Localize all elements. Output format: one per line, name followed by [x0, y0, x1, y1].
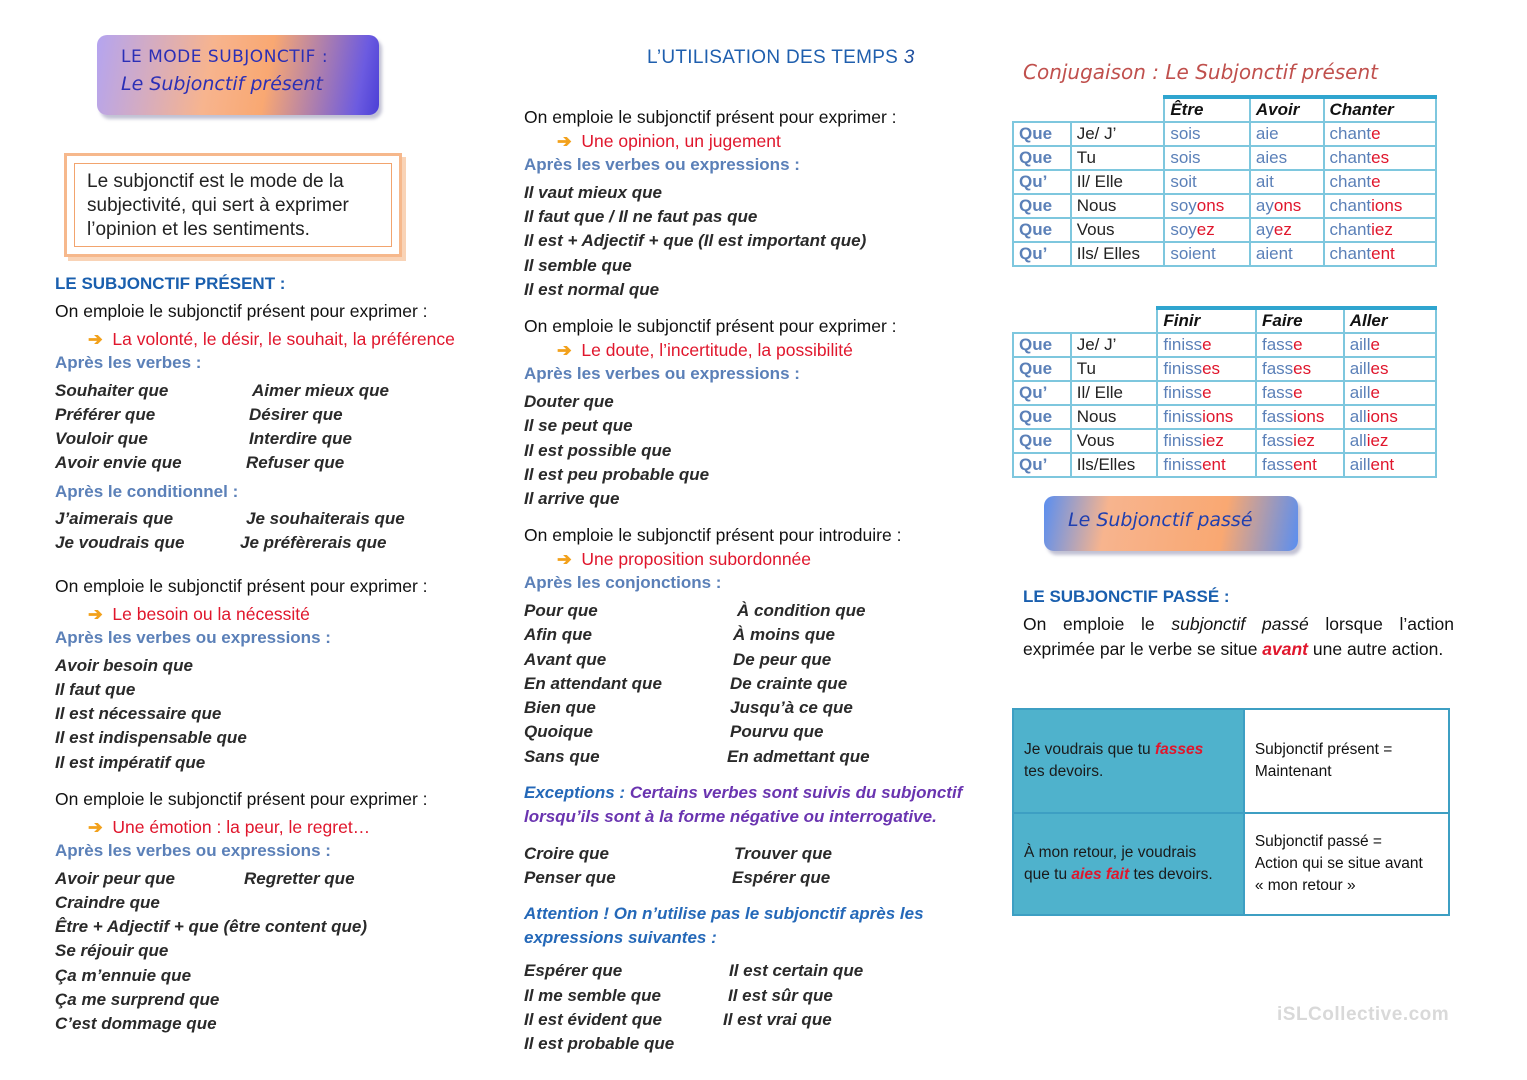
title-box-subjonctif	[97, 35, 379, 115]
verb-stem: ay	[1255, 196, 1274, 215]
verb-stem: fass	[1261, 383, 1294, 402]
verb-cell	[1250, 170, 1324, 194]
sec1-intro: On emploie le subjonctif présent pour exprimer :	[55, 301, 428, 321]
ex2-a: À mon retour, je voudrais	[1024, 844, 1197, 861]
verb-cell	[1164, 218, 1250, 242]
verb-ending: ions	[1366, 407, 1398, 426]
sec3-use	[88, 817, 370, 838]
example-passe	[1013, 813, 1244, 915]
list-item: Il est probable que	[524, 1034, 675, 1053]
verb-ending: ent	[1202, 455, 1226, 474]
definition-box	[64, 153, 402, 257]
sec1-use-text: La volonté, le désir, le souhait, la préférence	[112, 329, 455, 349]
m-sec2-after: Après les verbes ou expressions :	[524, 364, 800, 383]
table-row	[1013, 381, 1436, 405]
que-cell: Que	[1013, 146, 1071, 170]
verb-cell	[1164, 194, 1250, 218]
verb-ending: es	[1202, 359, 1221, 378]
sec1-use	[88, 329, 455, 350]
verb-ending: es	[1371, 148, 1390, 167]
verb-cell	[1157, 333, 1256, 357]
verb-stem: ait	[1255, 172, 1274, 191]
passe-text-3: lorsque l’action exprimée par le verbe se situe	[1023, 614, 1454, 659]
list-item: Il se peut que	[524, 416, 633, 435]
verb-ending: e	[1293, 383, 1303, 402]
conjugation-table-etre-avoir-chanter	[1012, 95, 1437, 267]
que-cell: Qu’	[1013, 381, 1071, 405]
list-item: Croire que	[524, 844, 610, 863]
sec2-use-text: Le besoin ou la nécessité	[112, 604, 310, 624]
explanation-present	[1244, 709, 1449, 813]
verb-cell	[1256, 453, 1344, 477]
verb-cell	[1324, 218, 1436, 242]
list-item: Il est peu probable que	[524, 465, 710, 484]
verb-cell	[1164, 242, 1250, 266]
table-header-row	[1013, 97, 1436, 122]
verb-stem: chant	[1329, 172, 1372, 191]
list-item: Avoir envie que	[55, 453, 182, 472]
pronoun-cell: Je/ J’	[1071, 122, 1165, 146]
table-row	[1013, 405, 1436, 429]
verb-cell	[1344, 453, 1436, 477]
exceptions-label: Exceptions :	[524, 783, 626, 802]
ex2-d: tes devoirs.	[1129, 866, 1213, 883]
verb-ending: ent	[1293, 455, 1317, 474]
pronoun-cell: Tu	[1071, 357, 1158, 381]
title-line-1: LE MODE SUBJONCTIF :	[121, 47, 329, 67]
list-item: Se réjouir que	[55, 941, 169, 960]
list-item: J’aimerais que	[55, 509, 174, 528]
definition-text: Le subjonctif est le mode de la subjectivité, qui sert à exprimer l’opinion et les sentiments.	[74, 163, 392, 247]
verb-cell	[1256, 381, 1344, 405]
table-row	[1013, 122, 1436, 146]
verb-cell	[1157, 429, 1256, 453]
verb-cell	[1157, 381, 1256, 405]
verb-ending: iez	[1202, 431, 1224, 450]
m-sec3-after: Après les conjonctions :	[524, 573, 722, 592]
list-item: Il faut que	[55, 680, 136, 699]
verb-ending: ez	[1273, 220, 1292, 239]
pronoun-cell: Vous	[1071, 218, 1165, 242]
verb-stem: aill	[1349, 383, 1371, 402]
pronoun-cell: Il/ Elle	[1071, 170, 1165, 194]
list-item: Il semble que	[524, 256, 632, 275]
verb-cell	[1164, 146, 1250, 170]
list-item: Préférer que	[55, 405, 156, 424]
page-title-text: L’UTILISATION DES TEMPS	[647, 47, 899, 68]
m-sec2-use	[557, 340, 853, 361]
m-sec1-after: Après les verbes ou expressions :	[524, 155, 800, 174]
ex2-r-a: Subjonctif passé =	[1254, 833, 1382, 850]
list-item: Je voudrais que	[55, 533, 185, 552]
m-sec3-use	[557, 549, 811, 570]
arrow-icon: ➔	[557, 340, 572, 360]
verb-stem: finiss	[1163, 455, 1203, 474]
verb-cell	[1256, 405, 1344, 429]
verb-stem: finiss	[1163, 383, 1203, 402]
sec2-intro: On emploie le subjonctif présent pour exprimer :	[55, 576, 428, 596]
que-cell: Que	[1013, 122, 1071, 146]
list-item: Aimer mieux que	[252, 381, 389, 400]
verb-cell	[1344, 381, 1436, 405]
pronoun-cell: Nous	[1071, 405, 1158, 429]
list-item: Souhaiter que	[55, 381, 169, 400]
verb-stem: aie	[1255, 124, 1279, 143]
verb-stem: sois	[1170, 124, 1201, 143]
list-item: Espérer que	[732, 868, 831, 887]
arrow-icon: ➔	[88, 329, 103, 349]
list-item: Il est normal que	[524, 280, 660, 299]
list-item: Être + Adjectif + que (être content que)	[55, 917, 368, 936]
verb-ending: ez	[1196, 220, 1215, 239]
exceptions-text-2: lorsqu’ils sont à la forme négative ou interrogative.	[524, 807, 937, 826]
verb-cell	[1324, 170, 1436, 194]
verb-stem: fass	[1261, 335, 1294, 354]
ex2-r-c: « mon retour »	[1254, 877, 1356, 894]
verb-stem: chant	[1329, 124, 1372, 143]
col-header: Finir	[1157, 308, 1256, 333]
conjugation-table-finir-faire-aller	[1012, 306, 1437, 478]
verb-ending: ions	[1202, 407, 1234, 426]
verb-stem: fass	[1261, 431, 1294, 450]
verb-cell	[1324, 146, 1436, 170]
que-cell: Que	[1013, 333, 1071, 357]
list-item: Avant que	[524, 650, 607, 669]
que-cell: Que	[1013, 429, 1071, 453]
list-item: Vouloir que	[55, 429, 148, 448]
list-item: Quoique	[524, 722, 593, 741]
verb-ending: ions	[1293, 407, 1325, 426]
table-header-row	[1013, 308, 1436, 333]
ex2-c: aies fait	[1071, 866, 1130, 883]
list-item: Il me semble que	[524, 986, 661, 1005]
verb-ending: e	[1371, 172, 1381, 191]
que-cell: Que	[1013, 218, 1071, 242]
list-item: Il est indispensable que	[55, 728, 247, 747]
verb-stem: fass	[1261, 455, 1294, 474]
table-row	[1013, 170, 1436, 194]
list-item: Il est nécessaire que	[55, 704, 222, 723]
verb-cell	[1344, 357, 1436, 381]
verb-cell	[1344, 429, 1436, 453]
verb-stem: finiss	[1163, 407, 1203, 426]
list-item: Avoir peur que	[55, 869, 175, 888]
sec3-after: Après les verbes ou expressions :	[55, 841, 331, 860]
ex1-r-a: Subjonctif présent =	[1254, 741, 1393, 758]
verb-cell	[1250, 122, 1324, 146]
verb-ending: e	[1202, 335, 1212, 354]
verb-stem: ay	[1255, 220, 1274, 239]
list-item: Il est impératif que	[55, 753, 206, 772]
list-item: Avoir besoin que	[55, 656, 193, 675]
verb-cell	[1344, 333, 1436, 357]
verb-ending: ent	[1371, 244, 1395, 263]
verb-stem: soy	[1170, 196, 1197, 215]
verb-stem: finiss	[1163, 431, 1203, 450]
list-item: Il est vrai que	[723, 1010, 832, 1029]
list-item: Pourvu que	[730, 722, 824, 741]
verb-ending: iez	[1371, 220, 1393, 239]
verb-cell	[1250, 218, 1324, 242]
pronoun-cell: Ils/ Elles	[1071, 242, 1165, 266]
m-sec3-intro: On emploie le subjonctif présent pour introduire :	[524, 525, 902, 545]
verb-stem: soit	[1170, 172, 1197, 191]
table-row	[1013, 242, 1436, 266]
verb-stem: chant	[1329, 244, 1372, 263]
verb-stem: chant	[1329, 148, 1372, 167]
arrow-icon: ➔	[88, 817, 103, 837]
list-item: Jusqu’à ce que	[730, 698, 853, 717]
list-item: Il est possible que	[524, 441, 672, 460]
sec3-intro: On emploie le subjonctif présent pour exprimer :	[55, 789, 428, 809]
exceptions-line-1	[524, 783, 962, 803]
conjugaison-title: Conjugaison : Le Subjonctif présent	[1023, 60, 1378, 84]
list-item: Refuser que	[246, 453, 345, 472]
list-item: Il arrive que	[524, 489, 620, 508]
list-item: Désirer que	[249, 405, 343, 424]
page-number: 3	[903, 47, 915, 68]
list-item: Il vaut mieux que	[524, 183, 662, 202]
title-box-subjonctif-passe	[1044, 496, 1298, 551]
list-item: En attendant que	[524, 674, 662, 693]
passe-text-4: avant	[1262, 638, 1309, 659]
list-item: Trouver que	[734, 844, 832, 863]
ex1-r-b: Maintenant	[1254, 763, 1332, 780]
verb-stem: soient	[1170, 244, 1216, 263]
passe-box-text: Le Subjonctif passé	[1068, 509, 1253, 531]
verb-ending: iez	[1293, 431, 1315, 450]
pronoun-cell: Vous	[1071, 429, 1158, 453]
que-cell: Qu’	[1013, 170, 1071, 194]
arrow-icon: ➔	[88, 604, 103, 624]
attention-line-2: expressions suivantes :	[524, 928, 717, 947]
sec1-after: Après les verbes :	[55, 353, 202, 372]
list-item: En admettant que	[727, 747, 870, 766]
verb-ending: es	[1293, 359, 1312, 378]
examples-table	[1012, 708, 1450, 916]
passe-text-2: subjonctif passé	[1171, 614, 1309, 634]
pronoun-cell: Il/ Elle	[1071, 381, 1158, 405]
ex1-b: fasses	[1154, 741, 1204, 758]
verb-stem: chant	[1329, 220, 1372, 239]
list-item: Il est évident que	[524, 1010, 662, 1029]
ex1-c: tes devoirs.	[1024, 763, 1104, 780]
m-sec2-intro: On emploie le subjonctif présent pour exprimer :	[524, 316, 897, 336]
que-cell: Que	[1013, 194, 1071, 218]
table-row	[1013, 194, 1436, 218]
col-header: Aller	[1344, 308, 1436, 333]
verb-ending: e	[1202, 383, 1212, 402]
list-item: Afin que	[524, 625, 592, 644]
pronoun-cell: Nous	[1071, 194, 1165, 218]
ex2-b: que tu	[1024, 866, 1072, 883]
title-line-2: Le Subjonctif présent	[121, 73, 323, 95]
pronoun-cell: Tu	[1071, 146, 1165, 170]
verb-ending: ions	[1371, 196, 1403, 215]
sec2-use	[88, 604, 310, 625]
verb-cell	[1256, 333, 1344, 357]
passe-text-1: On emploie le	[1023, 614, 1172, 634]
verb-cell	[1250, 194, 1324, 218]
sec1-after-cond: Après le conditionnel :	[55, 482, 239, 501]
list-item: Je souhaiterais que	[246, 509, 405, 528]
list-item: Penser que	[524, 868, 616, 887]
list-item: Sans que	[524, 747, 600, 766]
list-item: Ça m’ennuie que	[55, 966, 192, 985]
verb-cell	[1157, 405, 1256, 429]
list-item: Interdire que	[249, 429, 352, 448]
verb-cell	[1324, 122, 1436, 146]
que-cell: Que	[1013, 357, 1071, 381]
list-item: Craindre que	[55, 893, 160, 912]
verb-ending: ons	[1196, 196, 1225, 215]
m-sec2-use-text: Le doute, l’incertitude, la possibilité	[581, 340, 853, 360]
que-cell: Qu’	[1013, 242, 1071, 266]
que-cell: Que	[1013, 405, 1071, 429]
verb-ending: ons	[1273, 196, 1302, 215]
m-sec1-intro: On emploie le subjonctif présent pour exprimer :	[524, 107, 897, 127]
list-item: Il est sûr que	[728, 986, 833, 1005]
m-sec1-use	[557, 131, 781, 152]
verb-stem: finiss	[1163, 359, 1203, 378]
list-item: Ça me surprend que	[55, 990, 220, 1009]
col-header: Avoir	[1250, 97, 1324, 122]
verb-stem: all	[1349, 431, 1367, 450]
passe-paragraph	[1023, 612, 1454, 661]
verb-cell	[1157, 357, 1256, 381]
page-title	[647, 47, 915, 69]
arrow-icon: ➔	[557, 131, 572, 151]
explanation-passe	[1244, 813, 1449, 915]
col-header: Faire	[1256, 308, 1344, 333]
m-sec1-use-text: Une opinion, un jugement	[581, 131, 781, 151]
pronoun-cell: Ils/Elles	[1071, 453, 1158, 477]
sec3-use-text: Une émotion : la peur, le regret…	[112, 817, 371, 837]
verb-stem: aies	[1255, 148, 1288, 167]
table-row	[1013, 357, 1436, 381]
verb-stem: chant	[1329, 196, 1372, 215]
table-row	[1013, 429, 1436, 453]
table-row	[1013, 453, 1436, 477]
verb-ending: e	[1370, 335, 1380, 354]
list-item: Il faut que / Il ne faut pas que	[524, 207, 758, 226]
verb-ending: e	[1371, 124, 1381, 143]
heading-subjonctif-passe: LE SUBJONCTIF PASSÉ :	[1023, 587, 1230, 606]
attention-line-1: Attention ! On n’utilise pas le subjonctif après les	[524, 904, 924, 923]
col-header: Chanter	[1324, 97, 1436, 122]
pronoun-cell: Je/ J’	[1071, 333, 1158, 357]
verb-cell	[1324, 194, 1436, 218]
list-item: Je préfèrerais que	[240, 533, 387, 552]
verb-cell	[1256, 429, 1344, 453]
list-item: À condition que	[737, 601, 866, 620]
verb-cell	[1250, 242, 1324, 266]
verb-stem: fass	[1261, 359, 1294, 378]
verb-cell	[1344, 405, 1436, 429]
verb-ending: iez	[1366, 431, 1389, 450]
list-item: Douter que	[524, 392, 614, 411]
list-item: Pour que	[524, 601, 598, 620]
verb-cell	[1250, 146, 1324, 170]
table-row	[1013, 813, 1449, 915]
verb-ending: e	[1370, 383, 1380, 402]
exceptions-text-1: Certains verbes sont suivis du subjonctif	[629, 783, 963, 802]
verb-stem: fass	[1261, 407, 1294, 426]
list-item: Il est + Adjectif + que (Il est important que)	[524, 231, 867, 250]
col-header: Être	[1164, 97, 1250, 122]
heading-subjonctif-present: LE SUBJONCTIF PRÉSENT :	[55, 274, 286, 293]
verb-stem: aill	[1349, 359, 1371, 378]
arrow-icon: ➔	[557, 549, 572, 569]
table-row	[1013, 333, 1436, 357]
table-row	[1013, 709, 1449, 813]
verb-stem: aill	[1349, 335, 1371, 354]
table-row	[1013, 218, 1436, 242]
que-cell: Qu’	[1013, 453, 1071, 477]
verb-stem: finiss	[1163, 335, 1203, 354]
list-item: De crainte que	[730, 674, 848, 693]
sec2-after: Après les verbes ou expressions :	[55, 628, 331, 647]
m-sec3-use-text: Une proposition subordonnée	[581, 549, 812, 569]
watermark: iSLCollective.com	[1277, 1004, 1450, 1025]
list-item: À moins que	[733, 625, 836, 644]
list-item: Regretter que	[244, 869, 355, 888]
table-row	[1013, 146, 1436, 170]
verb-cell	[1164, 122, 1250, 146]
verb-stem: aill	[1349, 455, 1371, 474]
passe-text-5: une autre action.	[1308, 638, 1444, 659]
example-present	[1013, 709, 1244, 813]
ex1-a: Je voudrais que tu	[1024, 741, 1155, 758]
verb-stem: all	[1349, 407, 1367, 426]
verb-stem: sois	[1170, 148, 1201, 167]
list-item: De peur que	[733, 650, 832, 669]
list-item: C’est dommage que	[55, 1014, 217, 1033]
verb-stem: soy	[1170, 220, 1197, 239]
ex2-r-b: Action qui se situe avant	[1254, 855, 1423, 872]
verb-cell	[1157, 453, 1256, 477]
verb-stem: aient	[1255, 244, 1293, 263]
verb-ending: ent	[1370, 455, 1395, 474]
list-item: Espérer que	[524, 961, 623, 980]
list-item: Bien que	[524, 698, 596, 717]
verb-cell	[1164, 170, 1250, 194]
verb-cell	[1324, 242, 1436, 266]
verb-cell	[1256, 357, 1344, 381]
verb-ending: e	[1293, 335, 1303, 354]
verb-ending: es	[1370, 359, 1389, 378]
list-item: Il est certain que	[729, 961, 864, 980]
